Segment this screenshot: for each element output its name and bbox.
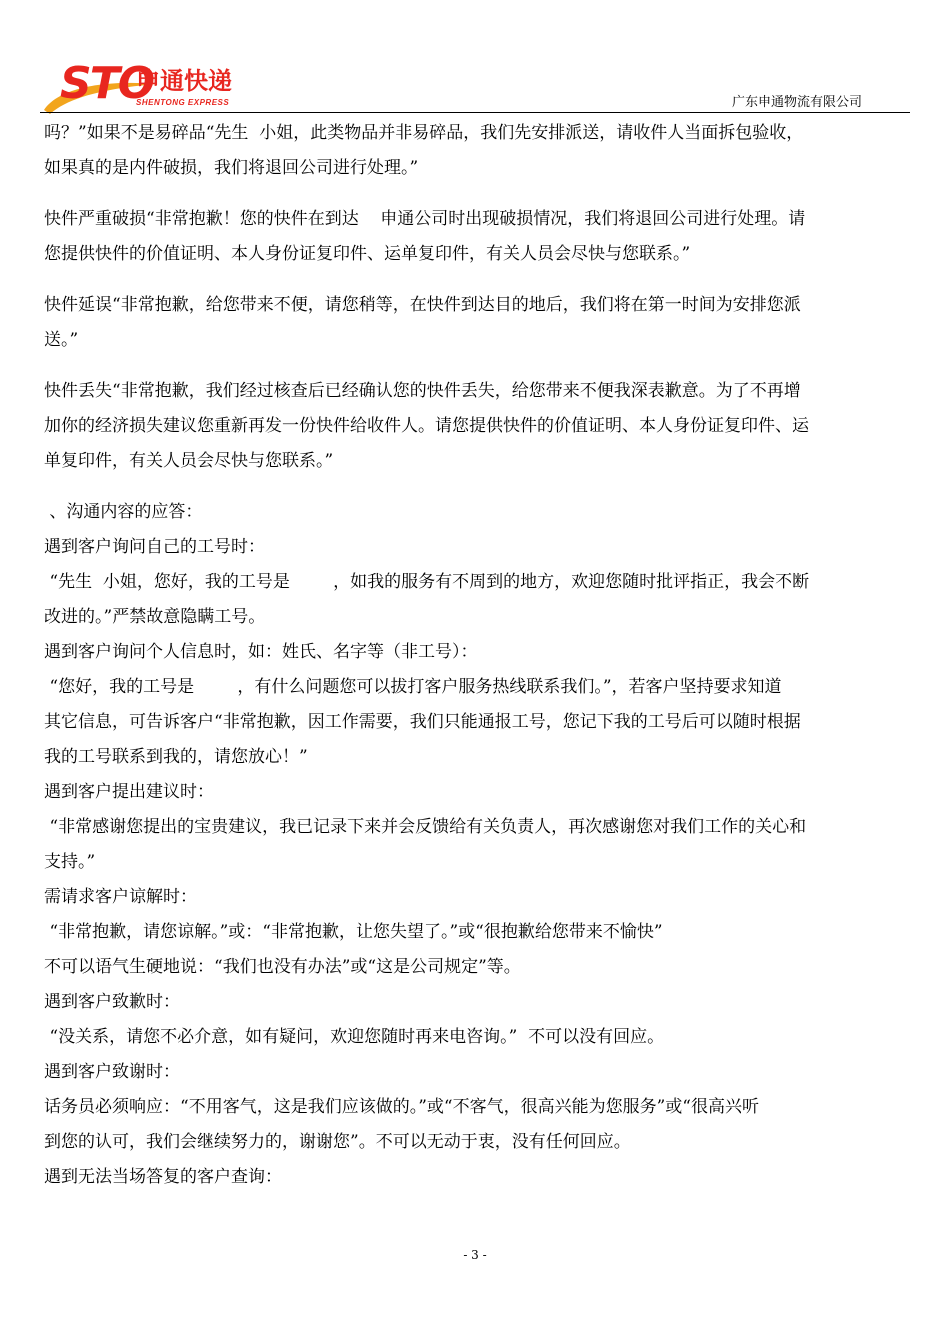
text-line: 需请求客户谅解时： (44, 887, 197, 907)
paragraph-gap (44, 186, 909, 202)
text-line: 我的工号联系到我的，请您放心！” (44, 747, 308, 767)
text-line: “非常抱歉，请您谅解。”或：“非常抱歉，让您失望了。”或“很抱歉给您带来不愉快” (44, 922, 663, 942)
text-line: 改进的。”严禁故意隐瞒工号。 (44, 607, 266, 627)
header-divider (40, 112, 910, 113)
page-number: - 3 - (463, 1248, 487, 1262)
text-line: “先生 小姐，您好，我的工号是 ，如我的服务有不周到的地方，欢迎您随时批评指正，我会不断 (44, 572, 810, 592)
text-line: 到您的认可，我们会继续努力的，谢谢您”。不可以无动于衷，没有任何回应。 (44, 1132, 631, 1152)
text-line: 快件丢失“非常抱歉，我们经过核查后已经确认您的快件丢失，给您带来不便我深表歉意。为了不再增 (44, 381, 801, 401)
text-line: 您提供快件的价值证明、本人身份证复印件、运单复印件，有关人员会尽快与您联系。” (44, 244, 691, 264)
text-line: 送。” (44, 330, 79, 350)
text-line: 吗？”如果不是易碎品“先生 小姐，此类物品并非易碎品，我们先安排派送，请收件人当面拆包验收， (44, 123, 804, 143)
paragraph-gap (44, 272, 909, 288)
text-line: 单复印件，有关人员会尽快与您联系。” (44, 451, 334, 471)
logo-english-name: SHENTONG EXPRESS (136, 98, 230, 107)
text-line: 、沟通内容的应答： (44, 502, 203, 522)
text-line: 话务员必须响应：“不用客气，这是我们应该做的。”或“不客气，很高兴能为您服务”或“很高兴听 (44, 1097, 759, 1117)
document-body (44, 116, 909, 1195)
text-line: 其它信息，可告诉客户“非常抱歉，因工作需要，我们只能通报工号，您记下我的工号后可以随时根据 (44, 712, 801, 732)
text-line: 遇到客户询问个人信息时，如：姓氏、名字等（非工号）： (44, 642, 478, 662)
logo-brand: STO (60, 58, 154, 109)
text-line: “非常感谢您提出的宝贵建议，我已记录下来并会反馈给有关负责人，再次感谢您对我们工作的关心和 (44, 817, 807, 837)
text-line: “没关系，请您不必介意，如有疑问，欢迎您随时再来电咨询。” 不可以没有回应。 (44, 1027, 665, 1047)
text-line: 快件延误“非常抱歉，给您带来不便，请您稍等，在快件到达目的地后，我们将在第一时间为安排您派 (44, 295, 801, 315)
sto-logo (40, 58, 240, 114)
text-line: 遇到客户询问自己的工号时： (44, 537, 265, 557)
text-line: 遇到客户提出建议时： (44, 782, 214, 802)
text-line: “您好，我的工号是 ，有什么问题您可以拔打客户服务热线联系我们。”，若客户坚持要求知道 (44, 677, 782, 697)
text-line: 遇到客户致谢时： (44, 1062, 180, 1082)
logo-chinese-name: 申通快递 (136, 67, 232, 95)
text-line: 不可以语气生硬地说：“我们也没有办法”或“这是公司规定”等。 (44, 957, 521, 977)
page-header (40, 58, 910, 114)
text-line: 如果真的是内件破损，我们将退回公司进行处理。” (44, 158, 419, 178)
paragraph-gap (44, 358, 909, 374)
paragraph-gap (44, 479, 909, 495)
text-line: 遇到客户致歉时： (44, 992, 180, 1012)
text-line: 遇到无法当场答复的客户查询： (44, 1167, 282, 1187)
company-name: 广东申通物流有限公司 (731, 95, 862, 110)
text-line: 加你的经济损失建议您重新再发一份快件给收件人。请您提供快件的价值证明、本人身份证复印件、运 (44, 416, 809, 436)
text-line: 快件严重破损“非常抱歉！您的快件在到达 申通公司时出现破损情况，我们将退回公司进行处理。请 (44, 209, 806, 229)
text-line: 支持。” (44, 852, 96, 872)
